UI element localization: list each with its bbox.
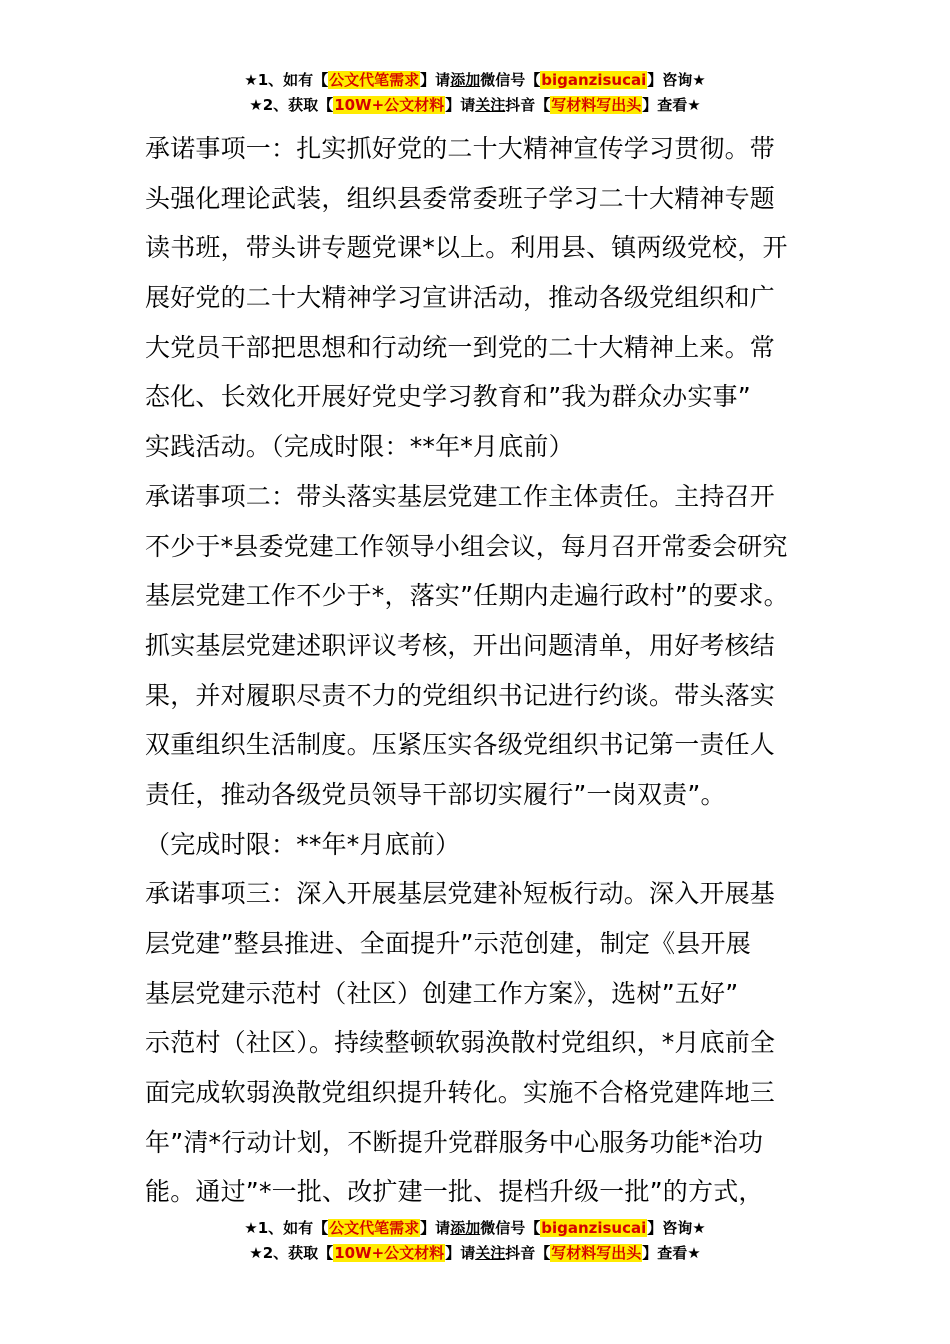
banner-text: 】咨询★ xyxy=(647,71,706,89)
banner-underline: 添加 xyxy=(450,1219,481,1237)
banner-highlight: 公文代笔需求 xyxy=(329,1219,420,1237)
banner-text: 】查看★ xyxy=(642,96,701,114)
banner-text: 抖音【 xyxy=(505,1244,551,1262)
text-line: 基层党建示范村（社区）创建工作方案》，选树”五好” xyxy=(145,978,739,1008)
banner-text: 】咨询★ xyxy=(647,1219,706,1237)
banner-text: 】请 xyxy=(420,1219,451,1237)
header-banner xyxy=(0,68,950,118)
text-line: 层党建”整县推进、全面提升”示范创建，制定《县开展 xyxy=(145,929,751,958)
text-line: 能。通过”*一批、改扩建一批、提档升级一批”的方式， xyxy=(145,1177,764,1207)
banner-underline: 添加 xyxy=(450,71,481,89)
banner-text: ★2、获取【 xyxy=(249,1244,334,1262)
banner-text: 微信号【 xyxy=(480,1219,541,1237)
text-line: 承诺事项一：扎实抓好党的二十大精神宣传学习贯彻。带 xyxy=(145,134,776,163)
banner-line-1 xyxy=(0,1216,950,1241)
banner-highlight: 10W+公文材料 xyxy=(334,96,445,114)
text-line: 果，并对履职尽责不力的党组织书记进行约谈。带头落实 xyxy=(145,680,776,710)
banner-highlight: biganzisucai xyxy=(541,1219,647,1237)
banner-line-2 xyxy=(0,1241,950,1266)
banner-text: 】请 xyxy=(445,1244,476,1262)
text-line: 实践活动。（完成时限：**年*月底前） xyxy=(145,432,574,462)
text-line: 展好党的二十大精神学习宣讲活动，推动各级党组织和广 xyxy=(145,283,776,313)
banner-line-1 xyxy=(0,68,950,93)
banner-text: 抖音【 xyxy=(505,96,551,114)
text-line: 年”清*行动计划，不断提升党群服务中心服务功能*治功 xyxy=(145,1127,764,1157)
text-line: 双重组织生活制度。压紧压实各级党组织书记第一责任人 xyxy=(145,730,776,760)
banner-text: 】查看★ xyxy=(642,1244,701,1262)
banner-underline: 关注 xyxy=(475,1244,506,1262)
banner-highlight: biganzisucai xyxy=(541,71,647,89)
banner-line-2 xyxy=(0,93,950,118)
banner-underline: 关注 xyxy=(475,96,506,114)
banner-text: ★1、如有【 xyxy=(244,1219,329,1237)
text-line: 示范村（社区）。持续整顿软弱涣散村党组织，*月底前全 xyxy=(145,1028,776,1058)
banner-highlight: 10W+公文材料 xyxy=(334,1244,445,1262)
text-line: 基层党建工作不少于*，落实”任期内走遍行政村”的要求。 xyxy=(145,581,789,611)
banner-highlight: 写材料写出头 xyxy=(551,96,642,114)
banner-text: ★2、获取【 xyxy=(249,96,334,114)
banner-text: 】请 xyxy=(445,96,476,114)
document-body xyxy=(145,124,825,1217)
text-line: （完成时限：**年*月底前） xyxy=(145,829,461,859)
text-line: 承诺事项二：带头落实基层党建工作主体责任。主持召开 xyxy=(145,481,776,511)
text-line: 读书班，带头讲专题党课*以上。利用县、镇两级党校，开 xyxy=(145,233,788,263)
banner-highlight: 写材料写出头 xyxy=(551,1244,642,1262)
text-line: 态化、长效化开展好党史学习教育和”我为群众办实事” xyxy=(145,382,751,412)
banner-highlight: 公文代笔需求 xyxy=(329,71,420,89)
banner-text: 】请 xyxy=(420,71,451,89)
text-line: 责任，推动各级党员领导干部切实履行”一岗双责”。 xyxy=(145,779,726,809)
footer-banner xyxy=(0,1216,950,1266)
banner-text: ★1、如有【 xyxy=(244,71,329,89)
text-line: 承诺事项三：深入开展基层党建补短板行动。深入开展基 xyxy=(145,879,776,909)
text-line: 不少于*县委党建工作领导小组会议，每月召开常委会研究 xyxy=(145,531,788,561)
text-line: 头强化理论武装，组织县委常委班子学习二十大精神专题 xyxy=(145,183,776,213)
text-line: 抓实基层党建述职评议考核，开出问题清单，用好考核结 xyxy=(145,630,776,660)
text-line: 面完成软弱涣散党组织提升转化。实施不合格党建阵地三 xyxy=(145,1078,776,1108)
banner-text: 微信号【 xyxy=(480,71,541,89)
text-line: 大党员干部把思想和行动统一到党的二十大精神上来。常 xyxy=(145,332,776,362)
